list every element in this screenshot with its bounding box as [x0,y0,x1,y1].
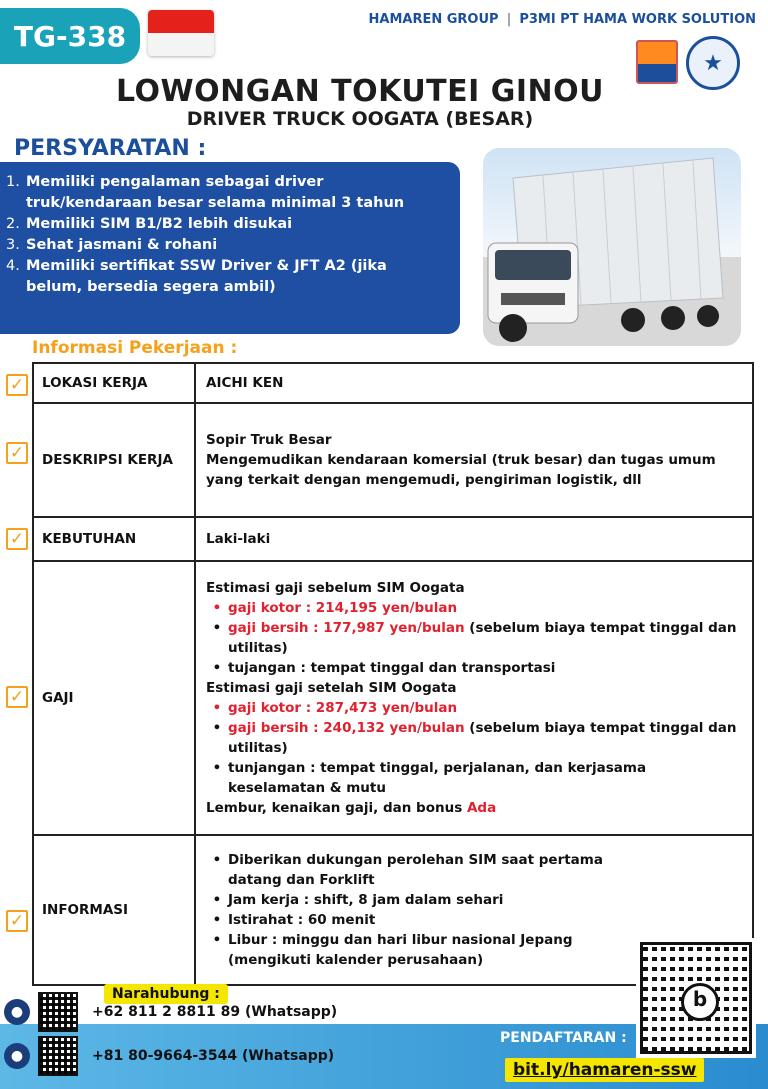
check-icon: ✓ [6,374,28,396]
gaji-label: GAJI [33,561,195,835]
lokasi-label: LOKASI KERJA [33,363,195,403]
kebutuhan-value: Laki-laki [195,517,753,561]
info-heading: Informasi Pekerjaan : [32,338,238,358]
deskripsi-value: Sopir Truk Besar Mengemudikan kendaraan komersial (truk besar) dan tugas umum yang terkait dengan mengemudi, pengiriman logistik, dll [195,403,753,517]
table-row [33,363,753,403]
page-subtitle: DRIVER TRUCK OOGATA (BESAR) [186,108,534,130]
check-icon: ✓ [6,686,28,708]
lokasi-value: AICHI KEN [195,363,753,403]
qr-code-icon[interactable] [38,1036,78,1076]
company-p3mi: P3MI PT HAMA WORK SOLUTION [519,12,756,27]
company-separator: | [506,12,512,27]
person-icon: ● [4,1043,30,1069]
person-icon: ● [4,999,30,1025]
check-icon: ✓ [6,528,28,550]
informasi-label: INFORMASI [33,835,195,985]
check-icon: ✓ [6,910,28,932]
phone-number[interactable]: +62 811 2 8811 89 (Whatsapp) [92,1004,338,1020]
contact-row-1 [4,992,337,1032]
company-header [369,12,757,27]
registration-qr-code-icon[interactable] [636,938,756,1058]
hama-work-solution-logo-icon: ★ [686,36,740,90]
requirement-item: 3. Sehat jasmani & rohani [6,237,218,253]
register-label: PENDAFTARAN : [500,1030,627,1046]
check-icon: ✓ [6,442,28,464]
job-info-table [32,362,754,986]
table-row [33,561,753,835]
informasi-value: • Diberikan dukungan perolehan SIM saat pertama datang dan Forklift • Jam kerja : shift, 8 jam dalam sehari • Istirahat : 60 menit • Libur : minggu dan hari libur nasional Jepang (mengikuti kalender perusahaan) [195,835,753,985]
company-group: HAMAREN GROUP [368,12,499,27]
requirement-item: 1. Memiliki pengalaman sebagai driver truk/kendaraan besar selama minimal 3 tahun [6,174,405,211]
table-row [33,403,753,517]
gaji-value: Estimasi gaji sebelum SIM Oogata • gaji kotor : 214,195 yen/bulan • gaji bersih : 177,987 yen/bulan (sebelum biaya tempat tinggal dan utilitas) • tujangan : tempat tinggal dan transportasi Estimasi gaji setelah SIM Oogata • gaji kotor : 287,473 yen/bulan • gaji bersih : 240,132 yen/bulan (sebelum biaya tempat tinggal dan utilitas) • tunjangan : tempat tinggal, perjalanan, dan kerjasama keselamatan & mutu Lembur, kenaikan gaji, dan bonus Ada [195,561,753,835]
deskripsi-label: DESKRIPSI KERJA [33,403,195,517]
page-title: LOWONGAN TOKUTEI GINOU [115,74,604,109]
table-row [33,517,753,561]
indonesia-flag-icon [148,10,214,56]
requirements-heading: PERSYARATAN : [14,136,207,161]
contact-row-2 [4,1036,334,1076]
requirement-item: 4. Memiliki sertifikat SSW Driver & JFT A2 (jika belum, bersedia segera ambil) [6,258,387,295]
truck-photo [483,148,741,346]
job-code-badge: TG-338 [0,8,140,64]
qr-code-icon[interactable] [38,992,78,1032]
register-link[interactable]: bit.ly/hamaren-ssw [505,1058,704,1082]
requirement-item: 2. Memiliki SIM B1/B2 lebih disukai [6,216,293,232]
contact-label: Narahubung : [104,984,228,1004]
kebutuhan-label: KEBUTUHAN [33,517,195,561]
requirements-box [0,162,460,334]
phone-number[interactable]: +81 80-9664-3544 (Whatsapp) [92,1048,335,1064]
